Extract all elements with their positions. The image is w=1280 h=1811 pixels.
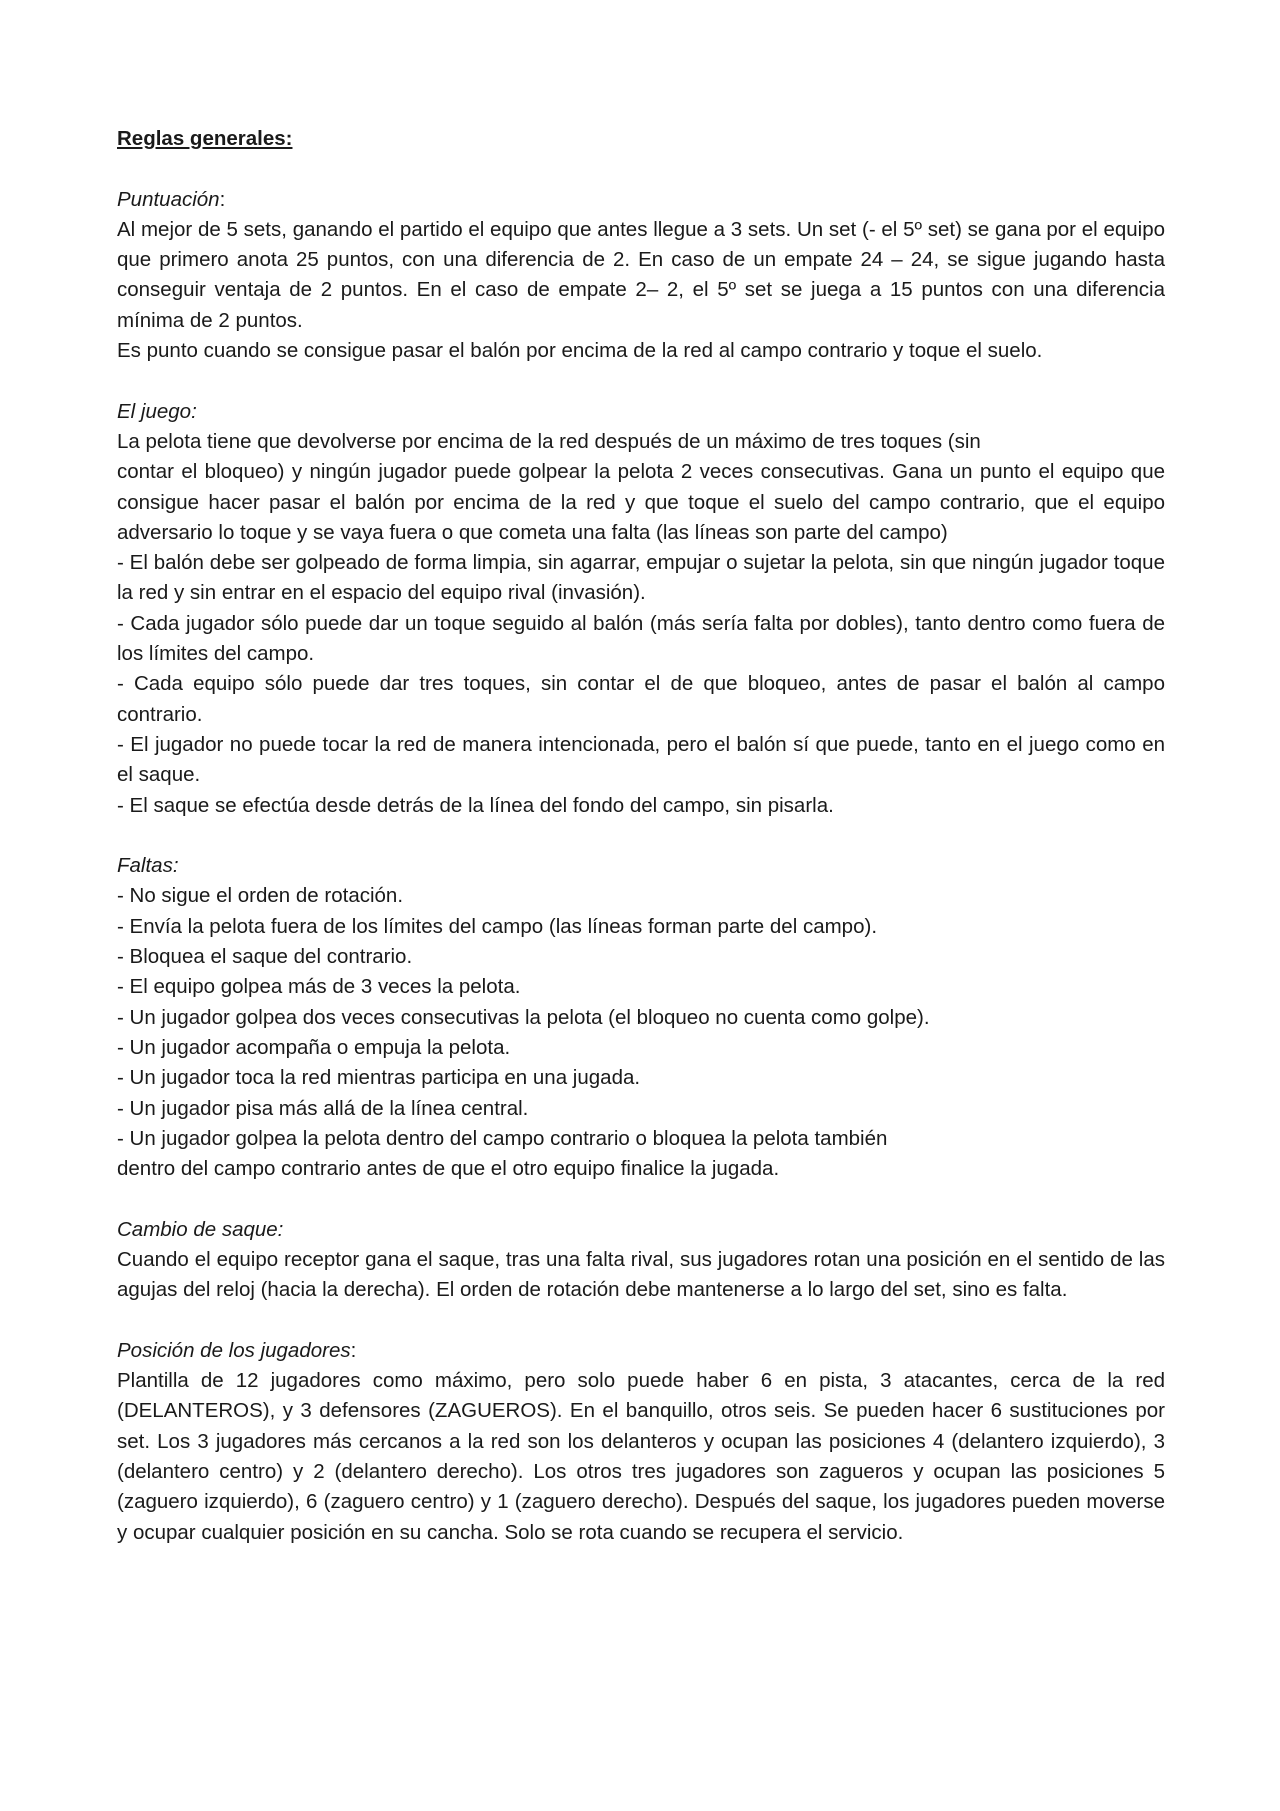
paragraph-cambio-saque: Cuando el equipo receptor gana el saque, tras una falta rival, sus jugadores rotan una posición en el sentido de las agujas del reloj (hacia la derecha). El orden de rotación debe mantenerse a lo largo del set, sino es falta. bbox=[117, 1247, 1165, 1302]
rule-item: - El saque se efectúa desde detrás de la línea del fondo del campo, sin pisarla. bbox=[117, 793, 834, 817]
falta-item: - Un jugador toca la red mientras participa en una jugada. bbox=[117, 1066, 641, 1090]
section-puntuacion bbox=[117, 185, 1165, 367]
rule-item: - El jugador no puede tocar la red de manera intencionada, pero el balón sí que puede, tanto en el juego como en el saque. bbox=[117, 732, 1165, 787]
section-title-colon: : bbox=[350, 1338, 357, 1362]
paragraph-punto: Es punto cuando se consigue pasar el balón por encima de la red al campo contrario y toque el suelo. bbox=[117, 339, 1043, 363]
paragraph-juego-line1: La pelota tiene que devolverse por encima de la red después de un máximo de tres toques (sin bbox=[117, 429, 981, 453]
section-title-colon: : bbox=[219, 187, 226, 211]
section-title-posicion bbox=[117, 1336, 1165, 1366]
falta-item: - Un jugador acompaña o empuja la pelota. bbox=[117, 1035, 511, 1059]
falta-item: - No sigue el orden de rotación. bbox=[117, 884, 404, 908]
section-title-cambio-saque: Cambio de saque: bbox=[117, 1217, 284, 1241]
falta-item: - Bloquea el saque del contrario. bbox=[117, 945, 413, 969]
page-heading: Reglas generales: bbox=[117, 127, 293, 150]
section-posicion bbox=[117, 1336, 1165, 1548]
section-juego bbox=[117, 397, 1165, 821]
section-cambio-saque bbox=[117, 1215, 1165, 1306]
section-title-faltas: Faltas: bbox=[117, 854, 179, 878]
section-title-puntuacion bbox=[117, 185, 1165, 215]
section-title-puntuacion-text: Puntuación bbox=[117, 187, 220, 211]
paragraph-posicion: Plantilla de 12 jugadores como máximo, pero solo puede haber 6 en pista, 3 atacantes, cerca de la red (DELANTEROS), y 3 defensores (ZAGUEROS). En el banquillo, otros seis. Se pueden hacer 6 sustituciones por set. Los 3 jugadores más cercanos a la red son los delanteros y ocupan las posiciones 4 (delantero izquierdo), 3 (delantero centro) y 2 (delantero derecho). Los otros tres jugadores son zagueros y ocupan las posiciones 5 (zaguero izquierdo), 6 (zaguero centro) y 1 (zaguero derecho). Después del saque, los jugadores pueden moverse y ocupar cualquier posición en su cancha. Solo se rota cuando se recupera el servicio. bbox=[117, 1369, 1165, 1544]
rule-item: - Cada equipo sólo puede dar tres toques, sin contar el de que bloqueo, antes de pasar el balón al campo contrario. bbox=[117, 672, 1165, 726]
falta-item: - Un jugador pisa más allá de la línea central. bbox=[117, 1096, 529, 1120]
section-title-juego: El juego: bbox=[117, 399, 197, 423]
paragraph-juego: contar el bloqueo) y ningún jugador puede golpear la pelota 2 veces consecutivas. Gana un punto el equipo que consigue hacer pasar el balón por encima de la red y que toque el suelo del campo contrario, que el equipo adversario lo toque y se vaya fuera o que cometa una falta (las líneas son parte del campo) bbox=[117, 460, 1165, 544]
paragraph-puntuacion: Al mejor de 5 sets, ganando el partido el equipo que antes llegue a 3 sets. Un set (- el 5º set) se gana por el equipo que primero anota 25 puntos, con una diferencia de 2. En caso de un empate 24 – 24, se sigue jugando hasta conseguir ventaja de 2 puntos. En el caso de empate 2– 2, el 5º set se juega a 15 puntos con una diferencia mínima de 2 puntos. bbox=[117, 217, 1165, 332]
falta-item: - El equipo golpea más de 3 veces la pelota. bbox=[117, 975, 521, 999]
falta-continuation: dentro del campo contrario antes de que el otro equipo finalice la jugada. bbox=[117, 1157, 780, 1181]
rule-item: - El balón debe ser golpeado de forma limpia, sin agarrar, empujar o sujetar la pelota, sin que ningún jugador toque la red y sin entrar en el espacio del equipo rival (invasión). bbox=[117, 551, 1165, 605]
section-title-posicion-text: Posición de los jugadores bbox=[117, 1338, 351, 1362]
falta-item: - Un jugador golpea la pelota dentro del campo contrario o bloquea la pelota también bbox=[117, 1126, 888, 1150]
section-faltas bbox=[117, 851, 1165, 1184]
falta-item: - Un jugador golpea dos veces consecutivas la pelota (el bloqueo no cuenta como golpe). bbox=[117, 1005, 930, 1029]
rule-item: - Cada jugador sólo puede dar un toque seguido al balón (más sería falta por dobles), tanto dentro como fuera de los límites del campo. bbox=[117, 611, 1165, 666]
falta-item: - Envía la pelota fuera de los límites del campo (las líneas forman parte del campo). bbox=[117, 914, 878, 938]
